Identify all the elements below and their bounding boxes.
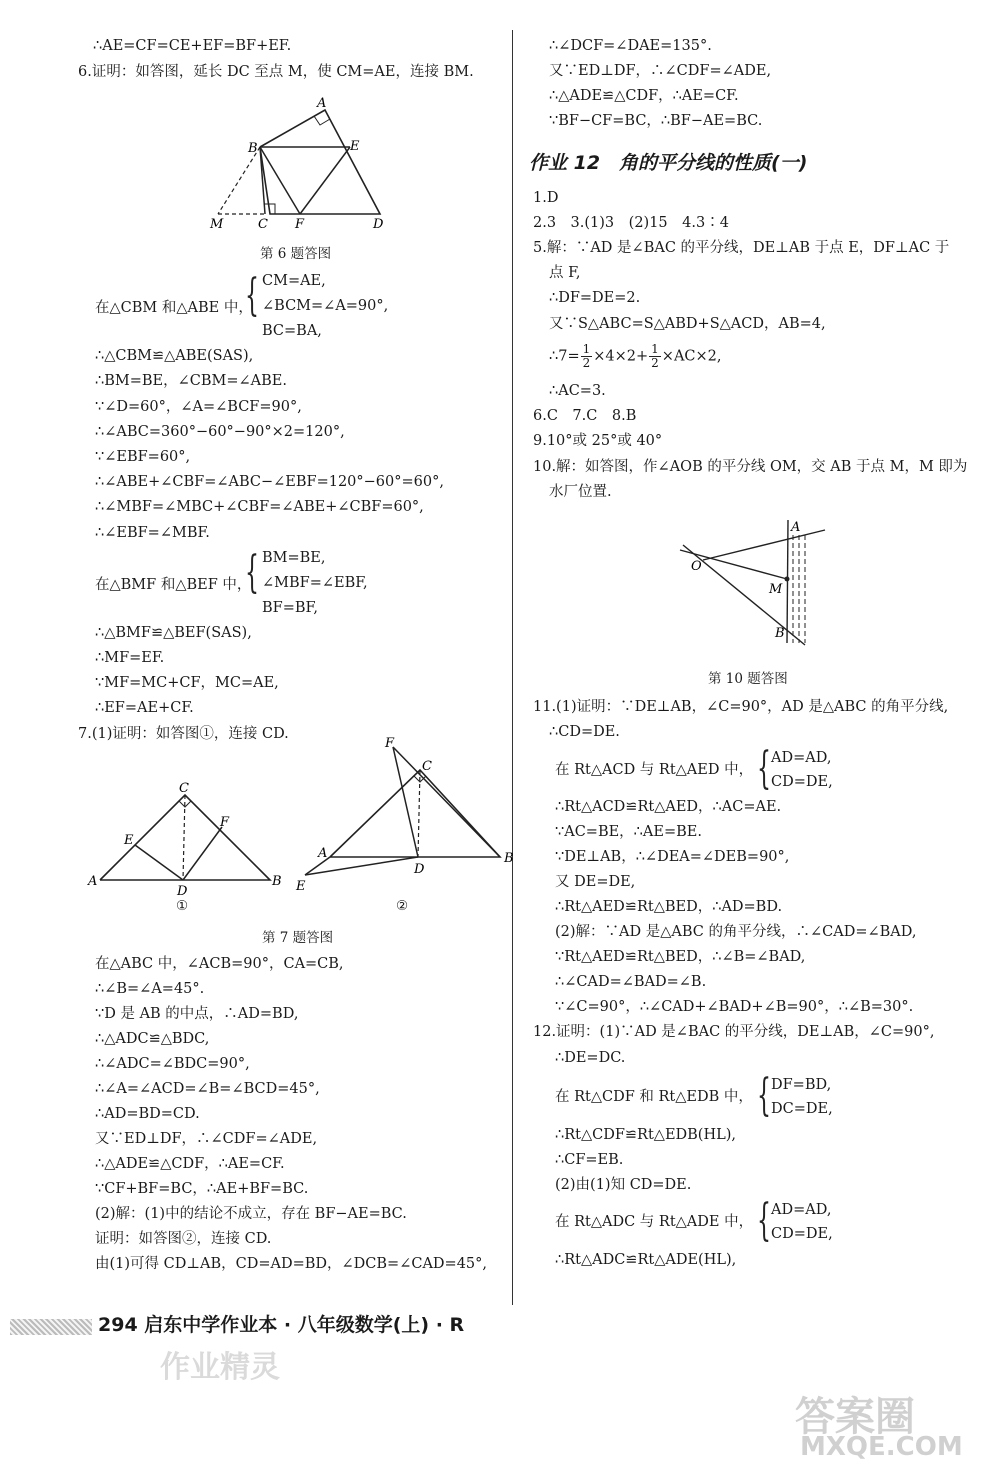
text-line: ∵∠EBF=60°, <box>95 449 191 465</box>
text-line: ∴DF=DE=2. <box>549 290 641 306</box>
watermark-logo-text: 答案圈 <box>795 1394 915 1440</box>
fig10-point-m <box>785 577 790 582</box>
text-line: 1.D <box>533 190 559 206</box>
text-line: ∵CF+BF=BC，∴AE+BF=BC. <box>95 1181 309 1197</box>
figure-7-sub-1: ① <box>176 898 189 914</box>
fig7a-cd <box>183 795 185 880</box>
fig7b-label-e: E <box>296 879 306 894</box>
text-line: 又∵S△ABC=S△ABD+S△ACD，AB=4, <box>549 316 826 332</box>
system-3-eq1: AD=AD, <box>771 750 832 766</box>
text-line: ∴CF=EB. <box>555 1152 624 1168</box>
fig6-label-a: A <box>317 96 327 111</box>
system-1-eq2: ∠BCM=∠A=90°, <box>262 298 389 314</box>
text-line: ∴AC=3. <box>549 383 606 399</box>
fraction-denominator: 2 <box>582 356 591 370</box>
text-line: ∵DE⊥AB，∴∠DEA=∠DEB=90°, <box>555 849 790 865</box>
fig7a-label-b: B <box>272 874 282 889</box>
fraction-numerator: 1 <box>582 342 591 356</box>
system-1-eq3: BC=BA, <box>262 323 322 339</box>
fig7a-label-d: D <box>177 884 188 899</box>
system-5-prefix: 在 Rt△ADC 与 Rt△ADE 中， <box>555 1214 754 1230</box>
text-line: ∴∠ABC=360°−60°−90°×2=120°, <box>95 424 345 440</box>
section-heading: 作业 12 角的平分线的性质(一) <box>529 152 808 174</box>
figure-10 <box>675 515 835 650</box>
system-4-prefix: 在 Rt△CDF 和 Rt△EDB 中， <box>555 1089 753 1105</box>
text-line: ∴Rt△ADC≌Rt△ADE(HL), <box>555 1252 737 1268</box>
text-line: ∴△BMF≌△BEF(SAS), <box>95 625 252 641</box>
fig6-label-c: C <box>258 217 268 232</box>
text-line: ∴△ADC≌△BDC, <box>95 1031 210 1047</box>
system-5-brace: { <box>757 1195 771 1246</box>
text-line: 5.解：∵AD 是∠BAC 的平分线，DE⊥AB 于点 E，DF⊥AC 于 <box>533 240 950 256</box>
fig6-label-b: B <box>248 141 258 156</box>
fig7a-label-a: A <box>88 874 98 889</box>
fraction-denominator: 2 <box>651 356 659 370</box>
system-2-brace: { <box>245 547 259 598</box>
watermark-ghost-text: 作业精灵 <box>160 1350 280 1385</box>
fig7a-label-e: E <box>124 833 134 848</box>
text-line: ∴∠ABE+∠CBF=∠ABC−∠EBF=120°−60°=60°, <box>95 474 444 490</box>
fraction-numerator: 1 <box>651 342 659 356</box>
text-line: ∵∠C=90°，∴∠CAD+∠BAD+∠B=90°，∴∠B=30°. <box>555 999 914 1015</box>
text-line: ∵∠D=60°，∠A=∠BCF=90°, <box>95 399 302 415</box>
text-line: ∴△ADE≌△CDF，∴AE=CF. <box>549 88 739 104</box>
system-2-eq2: ∠MBF=∠EBF, <box>262 575 368 591</box>
text-line: ∵Rt△AED≌Rt△BED，∴∠B=∠BAD, <box>555 949 806 965</box>
fig6-bm <box>218 147 260 214</box>
text-line: 又∵ED⊥DF，∴∠CDF=∠ADE, <box>95 1131 318 1147</box>
text-line: 6.C 7.C 8.B <box>533 408 637 424</box>
text-line: ∴AD=BD=CD. <box>95 1106 200 1122</box>
fig6-ef <box>300 147 350 214</box>
figure-7-caption: 第 7 题答图 <box>262 930 334 946</box>
system-5-eq2: CD=DE, <box>771 1226 833 1242</box>
figure-10-caption: 第 10 题答图 <box>708 671 788 687</box>
text-line: ∴BM=BE，∠CBM=∠ABE. <box>95 373 287 389</box>
page-footer: 294 启东中学作业本 · 八年级数学(上) · R <box>98 1314 465 1336</box>
text-line: ∴CD=DE. <box>549 724 620 740</box>
system-5-eq1: AD=AD, <box>771 1202 832 1218</box>
column-divider <box>512 30 513 1305</box>
text-line: 又∵ED⊥DF，∴∠CDF=∠ADE, <box>549 63 772 79</box>
fig6-right-angle-a <box>314 116 330 125</box>
text-line: ∵BF−CF=BC，∴BF−AE=BC. <box>549 113 763 129</box>
system-1-eq1: CM=AE, <box>262 273 326 289</box>
text-line: ∴AE=CF=CE+EF=BF+EF. <box>93 38 292 54</box>
text-line: ∴∠A=∠ACD=∠B=∠BCD=45°, <box>95 1081 320 1097</box>
fraction-line-part3: ×AC×2, <box>661 348 722 365</box>
fig7b-label-c: C <box>422 759 432 774</box>
text-line: 2.3 3.(1)3 (2)15 4.3∶4 <box>533 215 729 231</box>
figure-6 <box>200 92 400 237</box>
fig7b-label-b: B <box>504 851 514 866</box>
fig10-label-b: B <box>775 626 785 641</box>
text-line: ∴∠MBF=∠MBC+∠CBF=∠ABE+∠CBF=60°, <box>95 499 424 515</box>
fraction-line <box>549 343 722 370</box>
fig10-label-m: M <box>769 582 783 597</box>
fig10-label-o: O <box>691 559 702 574</box>
fig7b-fd <box>393 747 418 857</box>
system-4-eq1: DF=BD, <box>771 1077 832 1093</box>
text-line: 点 F, <box>549 265 581 281</box>
fig7b-label-f: F <box>385 736 395 751</box>
fig10-oa <box>703 530 825 560</box>
system-4-brace: { <box>757 1070 771 1121</box>
text-line: 11.(1)证明：∵DE⊥AB，∠C=90°，AD 是△ABC 的角平分线, <box>533 699 949 715</box>
system-3-brace: { <box>757 743 771 794</box>
text-line: 在△ABC 中，∠ACB=90°，CA=CB, <box>95 956 344 972</box>
text-line: ∴Rt△ACD≌Rt△AED，∴AC=AE. <box>555 799 782 815</box>
text-line: ∴DE=DC. <box>555 1050 626 1066</box>
figure-7-1 <box>80 775 290 915</box>
text-line: 证明：如答图②，连接 CD. <box>95 1231 272 1247</box>
text-line: ∴Rt△CDF≌Rt△EDB(HL), <box>555 1127 737 1143</box>
text-line: (2)解：(1)中的结论不成立，存在 BF−AE=BC. <box>95 1206 407 1222</box>
text-line: ∴∠ADC=∠BDC=90°, <box>95 1056 250 1072</box>
fig10-ab <box>787 520 788 643</box>
system-2-prefix: 在△BMF 和△BEF 中， <box>95 577 252 593</box>
text-line: ∴△CBM≌△ABE(SAS), <box>95 348 254 364</box>
fig6-quad <box>260 110 380 214</box>
system-4-eq2: DC=DE, <box>771 1101 833 1117</box>
fig7a-ed <box>135 845 183 880</box>
fig6-label-f: F <box>295 217 305 232</box>
footer-hatch-bar <box>10 1319 92 1335</box>
text-line: (2)由(1)知 CD=DE. <box>555 1177 692 1193</box>
text-line: 水厂位置. <box>549 484 612 500</box>
fig6-label-e: E <box>350 139 360 154</box>
fig7b-label-a: A <box>318 846 328 861</box>
text-line: ∴Rt△AED≌Rt△BED，∴AD=BD. <box>555 899 783 915</box>
figure-7-sub-2: ② <box>396 898 409 914</box>
text-line: 9.10°或 25°或 40° <box>533 433 663 449</box>
problem-7: 7.(1)证明：如答图①，连接 CD. <box>78 726 289 742</box>
figure-6-caption: 第 6 题答图 <box>260 246 332 262</box>
text-line: ∵MF=MC+CF，MC=AE, <box>95 675 279 691</box>
system-2-eq1: BM=BE, <box>262 550 326 566</box>
fig7b-fb <box>393 747 500 857</box>
text-line: ∴EF=AE+CF. <box>95 700 194 716</box>
text-line: 12.证明：(1)∵AD 是∠BAC 的平分线，DE⊥AB，∠C=90°, <box>533 1024 935 1040</box>
text-line: 由(1)可得 CD⊥AB，CD=AD=BD，∠DCB=∠CAD=45°, <box>95 1256 488 1272</box>
fraction-half <box>581 343 593 370</box>
fraction-line-part1: ∴7= <box>549 348 580 365</box>
text-line: 10.解：如答图，作∠AOB 的平分线 OM，交 AB 于点 M，M 即为 <box>533 459 968 475</box>
fig7a-label-f: F <box>220 815 230 830</box>
fig6-label-d: D <box>373 217 384 232</box>
text-line: ∵AC=BE，∴AE=BE. <box>555 824 702 840</box>
problem-6: 6.证明：如答图，延长 DC 至点 M，使 CM=AE，连接 BM. <box>78 64 474 80</box>
system-3-prefix: 在 Rt△ACD 与 Rt△AED 中， <box>555 762 754 778</box>
text-line: ∴△ADE≌△CDF，∴AE=CF. <box>95 1156 285 1172</box>
fraction-line-part2: ×4×2+ <box>593 348 649 365</box>
system-3-eq2: CD=DE, <box>771 774 833 790</box>
system-1-prefix: 在△CBM 和△ABE 中， <box>95 300 253 316</box>
fig7a-label-c: C <box>179 781 189 796</box>
watermark-url-text: MXQE.COM <box>800 1432 963 1462</box>
text-line: ∴∠B=∠A=45°. <box>95 981 205 997</box>
text-line: ∵D 是 AB 的中点，∴AD=BD, <box>95 1006 299 1022</box>
text-line: ∴∠EBF=∠MBF. <box>95 525 210 541</box>
fraction-half <box>649 343 661 370</box>
text-line: ∴∠CAD=∠BAD=∠B. <box>555 974 707 990</box>
fig6-label-m: M <box>210 217 224 232</box>
fig7a-df <box>183 827 222 880</box>
text-line: ∴∠DCF=∠DAE=135°. <box>549 38 712 54</box>
text-line: (2)解：∵AD 是△ABC 的角平分线，∴∠CAD=∠BAD, <box>555 924 917 940</box>
figure-7-2 <box>290 735 520 895</box>
system-1-brace: { <box>245 270 259 321</box>
text-line: 又 DE=DE, <box>555 874 636 890</box>
system-2-eq3: BF=BF, <box>262 600 318 616</box>
text-line: ∴MF=EF. <box>95 650 165 666</box>
fig7b-cd <box>418 770 420 857</box>
fig7b-label-d: D <box>414 862 425 877</box>
fig10-label-a: A <box>791 520 801 535</box>
